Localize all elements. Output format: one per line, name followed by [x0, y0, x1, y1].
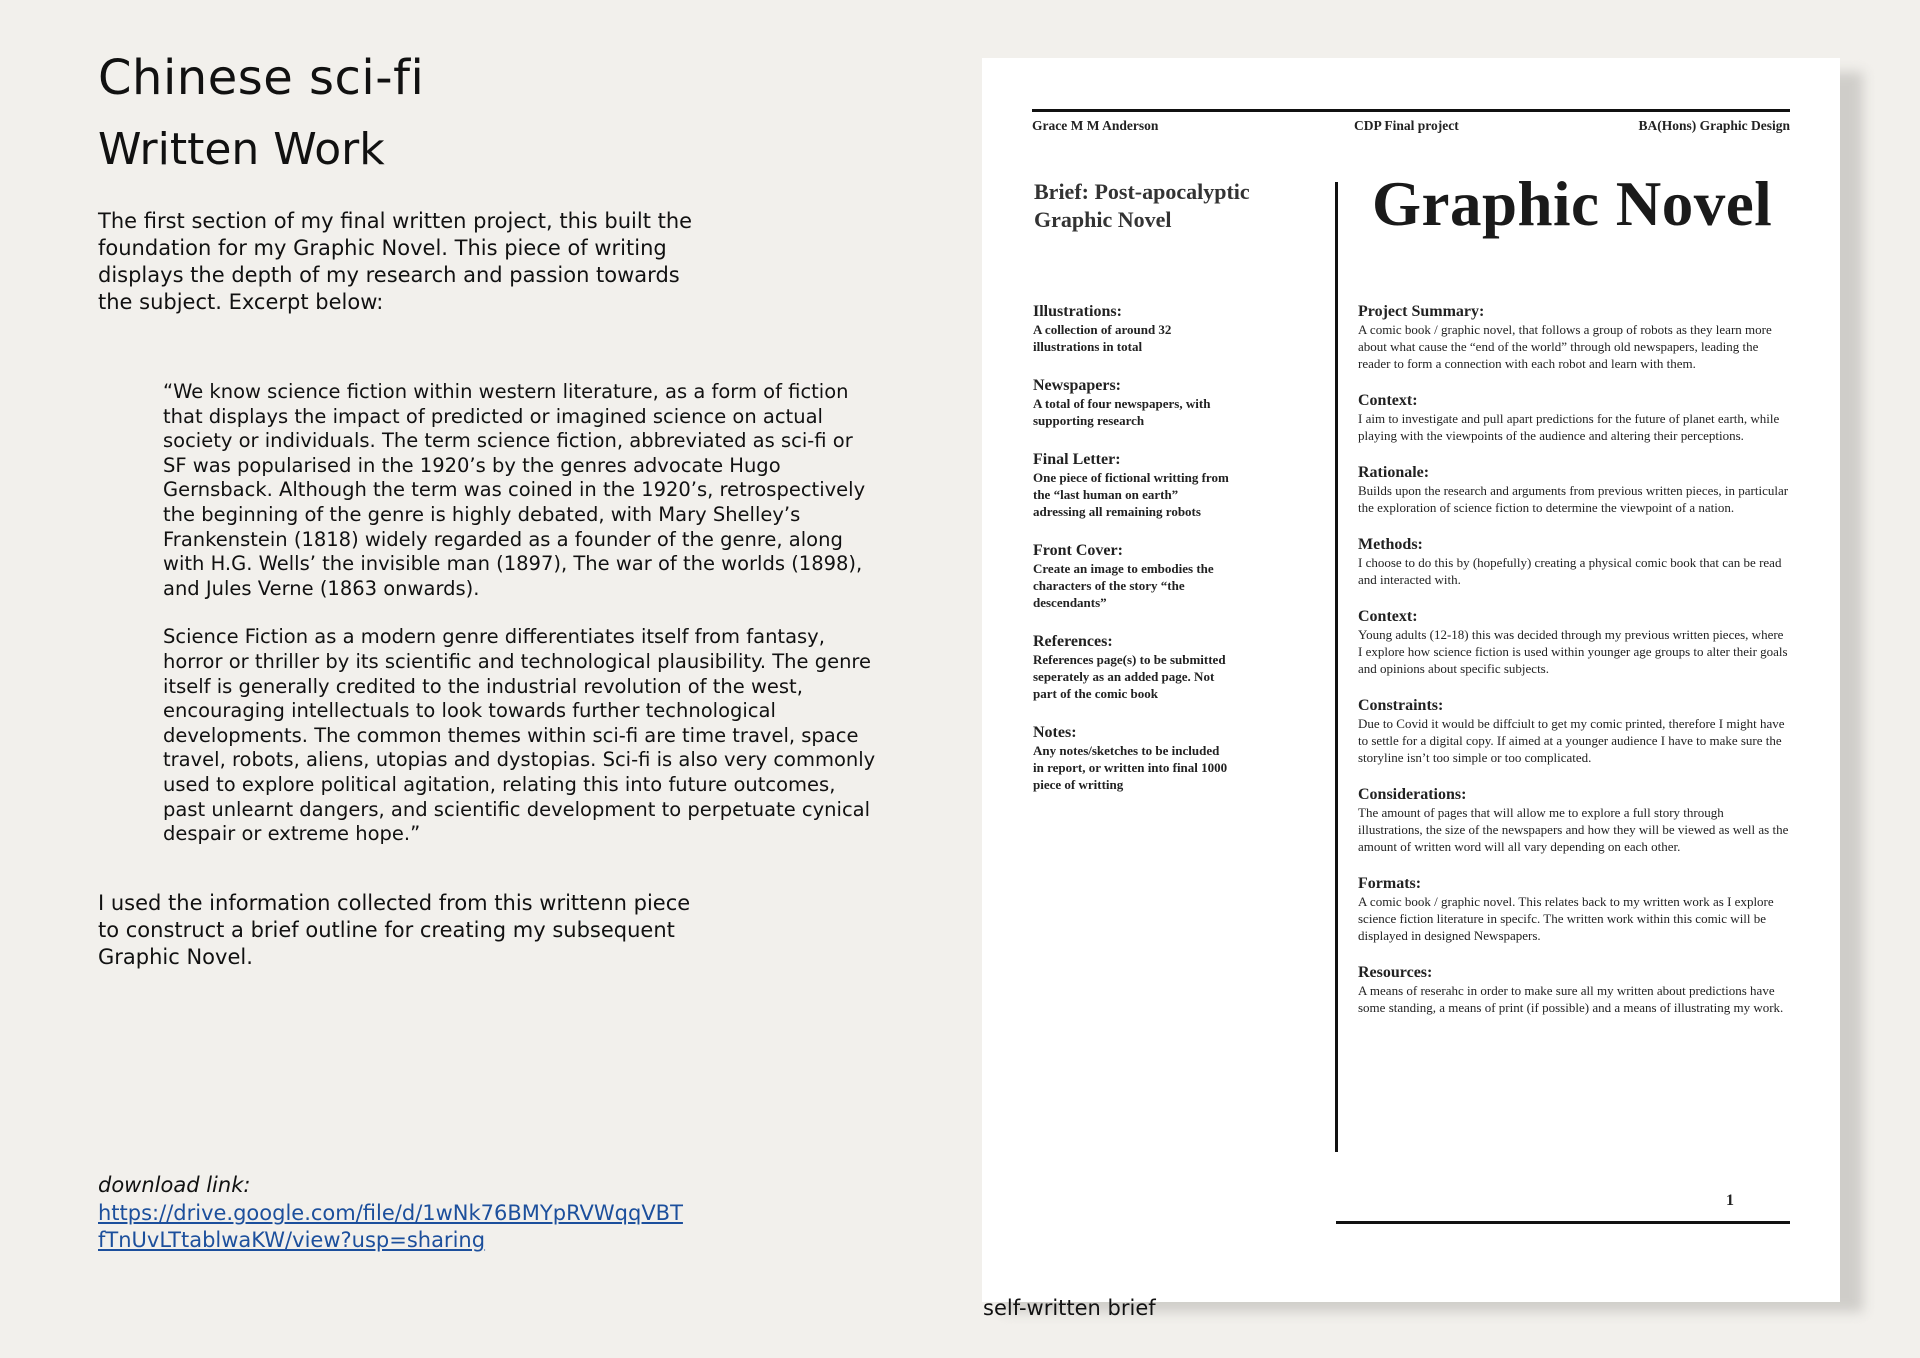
section-label: Constraints:	[1358, 697, 1444, 714]
section-text: I choose to do this by (hopefully) creating a physical comic book that can be read and interacted with.	[1358, 555, 1782, 587]
right-section	[1358, 302, 1790, 372]
section-text: Young adults (12-18) this was decided through my previous written pieces, where I explore how science fiction is used within younger age groups to alter their goals and opinions about specific subjects.	[1358, 627, 1788, 676]
section-label: References:	[1033, 633, 1113, 650]
section-label: Formats:	[1358, 875, 1422, 892]
right-section	[1358, 785, 1790, 855]
document-caption: self-written brief	[983, 1296, 1156, 1320]
excerpt-paragraph-2: Science Fiction as a modern genre differentiates itself from fantasy, horror or thriller by its scientific and technological plausibility. The genre itself is generally credited to the industrial revolution of the west, encouraging intellectuals to look towards further technological developments. The common themes within sci-fi are time travel, space travel, robots, aliens, utopias and dystopias. Sci-fi is also very commonly used to explore political agitation, relating this into future outcomes, past unlearnt dangers, and scientific development to perpetuate cynical despair or extreme hope.”	[163, 625, 876, 846]
brief-title: Brief: Post-apocalyptic Graphic Novel	[1034, 179, 1250, 232]
section-label: Illustrations:	[1033, 303, 1122, 320]
right-section	[1358, 391, 1790, 444]
section-text: A comic book / graphic novel. This relates back to my written work as I explore science fiction literature in specifc. The written work within this comic will be displayed in designed Newspapers.	[1358, 894, 1774, 943]
excerpt-paragraph-1: “We know science fiction within western literature, as a form of fiction that displays the impact of predicted or imagined science on actual society or individuals. The term science fiction, abbreviated as sci-fi or SF was popularised in the 1920’s by the genres advocate Hugo Gernsback. Although the term was coined in the 1920’s, retrospectively the beginning of the genre is highly debated, with Mary Shelley’s Frankenstein (1818) widely regarded as a founder of the genre, along with H.G. Wells’ the invisible man (1897), The war of the worlds (1898), and Jules Verne (1863 onwards).	[163, 380, 866, 600]
right-section	[1358, 535, 1790, 588]
section-text: A means of reserahc in order to make sure all my written about predictions have some standing, a means of print (if possible) and a means of illustrating my work.	[1358, 983, 1784, 1015]
doc-author: Grace M M Anderson	[1032, 118, 1159, 133]
intro-paragraph: The first section of my final written project, this built the foundation for my Graphic Novel. This piece of writing displays the depth of my research and passion towards the subject. Excerpt below:	[98, 209, 693, 314]
download-label: download link:	[98, 1173, 251, 1197]
section-label: Final Letter:	[1033, 451, 1121, 468]
section-label: Rationale:	[1358, 464, 1430, 481]
top-rule	[1032, 109, 1790, 112]
section-text: A total of four newspapers, with supporting research	[1033, 396, 1211, 428]
section-text: Any notes/sketches to be included in report, or written into final 1000 piece of writting	[1033, 743, 1228, 792]
section-label: Context:	[1358, 608, 1418, 625]
right-section	[1358, 463, 1790, 516]
section-text: Due to Covid it would be diffciult to get my comic printed, therefore I might have to settle for a digital copy. If aimed at a younger audience I have to make sure the storyline isn’t too simple or too complicated.	[1358, 716, 1785, 765]
section-text: Create an image to embodies the characters of the story “the descendants”	[1033, 561, 1214, 610]
doc-project: CDP Final project	[1354, 118, 1459, 133]
column-divider	[1335, 182, 1338, 1152]
right-section	[1358, 607, 1790, 677]
left-column	[1033, 302, 1233, 814]
section-label: Resources:	[1358, 964, 1433, 981]
section-text: References page(s) to be submitted seperately as an added page. Not part of the comic book	[1033, 652, 1226, 701]
section-text: A comic book / graphic novel, that follows a group of robots as they learn more about what cause the “end of the world” through old newspapers, leading the reader to form a connection with each robot and learn with them.	[1358, 322, 1772, 371]
section-text: I aim to investigate and pull apart predictions for the future of planet earth, while playing with the viewpoints of the audience and altering their perceptions.	[1358, 411, 1780, 443]
right-column	[1358, 302, 1790, 1035]
left-section	[1033, 723, 1233, 793]
research-excerpt	[163, 380, 878, 871]
section-label: Front Cover:	[1033, 542, 1123, 559]
left-section	[1033, 450, 1233, 520]
left-section	[1033, 302, 1233, 355]
section-label: Considerations:	[1358, 786, 1467, 803]
left-section	[1033, 541, 1233, 611]
doc-main-title: Graphic Novel	[1372, 169, 1773, 239]
page-title: Chinese sci-fi	[98, 50, 425, 106]
right-section	[1358, 696, 1790, 766]
outro-paragraph: I used the information collected from this writtenn piece to construct a brief outline for creating my subsequent Graphic Novel.	[98, 891, 691, 969]
section-text: One piece of fictional writting from the “last human on earth” adressing all remaining robots	[1033, 470, 1229, 519]
page-number: 1	[1726, 1192, 1734, 1209]
download-link[interactable]: https://drive.google.com/file/d/1wNk76BMYpRVWqqVBTfTnUvLTtablwaKW/view?usp=sharing	[98, 1201, 683, 1252]
bottom-rule	[1336, 1221, 1790, 1224]
section-text: The amount of pages that will allow me to explore a full story through illustrations, the size of the newspapers and how they will be viewed as well as the amount of written word will all vary depending on each other.	[1358, 805, 1789, 854]
doc-course: BA(Hons) Graphic Design	[1638, 118, 1790, 133]
section-text: A collection of around 32 illustrations in total	[1033, 322, 1172, 354]
right-section	[1358, 874, 1790, 944]
brief-document	[982, 58, 1840, 1302]
right-section	[1358, 963, 1790, 1016]
section-text: Builds upon the research and arguments from previous written pieces, in particular the exploration of science fiction to determine the viewpoint of a nation.	[1358, 483, 1789, 515]
section-label: Methods:	[1358, 536, 1423, 553]
section-label: Context:	[1358, 392, 1418, 409]
section-label: Notes:	[1033, 724, 1077, 741]
page-subtitle: Written Work	[98, 124, 385, 175]
section-label: Project Summary:	[1358, 303, 1485, 320]
left-section	[1033, 376, 1233, 429]
left-section	[1033, 632, 1233, 702]
section-label: Newspapers:	[1033, 377, 1121, 394]
